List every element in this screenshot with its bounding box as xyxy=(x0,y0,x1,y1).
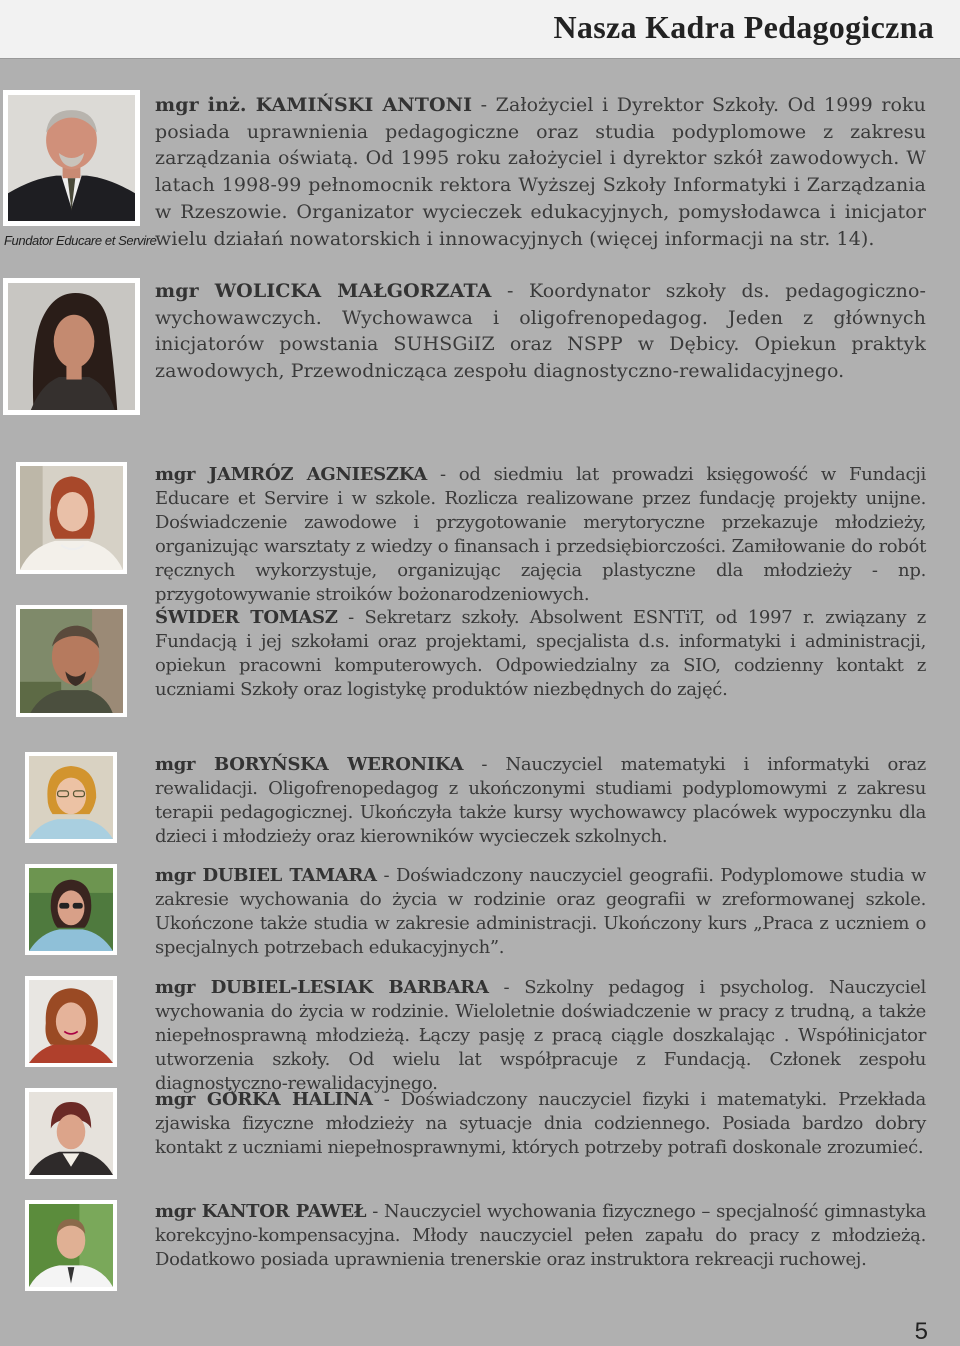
portrait-image xyxy=(29,756,113,839)
portrait-photo-borynska xyxy=(25,752,117,843)
portrait-image xyxy=(29,868,113,951)
staff-entry-wolicka xyxy=(155,278,926,385)
portrait-image xyxy=(20,466,123,570)
portrait-image xyxy=(8,95,135,221)
staff-entry-jamroz xyxy=(155,463,926,607)
portrait-image xyxy=(29,1092,113,1175)
staff-entry-borynska xyxy=(155,753,926,849)
staff-entry-dubiel-tamara xyxy=(155,864,926,960)
staff-description: - Koordynator szkoły ds. pedagogiczno-wychowawczych. Wychowawca i oligofrenopedagog. Jeden z głównych inicjatorów powstania SUHSGiIZ oraz NSPP w Dębicy. Opiekun praktyk zawodowych, Przewodnicząca zespołu diagnostyczno-rewalidacyjnego. xyxy=(155,280,926,383)
portrait-image xyxy=(29,980,113,1063)
staff-description: - Szkolny pedagog i psycholog. Nauczyciel wychowania do życia w rodzinie. Wieloletnie doświadczenie w pracy z trudną, a także niepełnosprawną młodzieżą. Łączy pasję z pracą ciągle doszkalając . Współinicjator utworzenia szkoły. Od wielu lat współpracuje z Fundacją. Członek zespołu diagnostyczno-rewalidacyjnego. xyxy=(155,977,926,1094)
portrait-photo-dubiel-lesiak xyxy=(25,976,117,1067)
staff-description: - Doświadczony nauczyciel geografii. Podyplomowe studia w zakresie wychowania do życia w rodzinie oraz geografii w zreformowanej szkole. Ukończone także studia w zakresie administracji. Ukończony kurs „Praca z uczniem o specjalnych potrzebach edukacyjnych”. xyxy=(155,865,926,958)
staff-name: mgr WOLICKA MAŁGORZATA xyxy=(155,280,492,302)
portrait-image xyxy=(29,1204,113,1287)
staff-entry-gorka xyxy=(155,1088,926,1160)
portrait-image xyxy=(20,609,123,713)
founder-caption: Fundator Educare et Servire xyxy=(4,233,157,248)
staff-description: - Nauczyciel wychowania fizycznego – specjalność gimnastyka korekcyjno-kompensacyjna. Młody nauczyciel pełen zapału do pracy z młodzieżą. Dodatkowo posiada uprawnienia trenerskie oraz instruktora rekreacji ruchowej. xyxy=(155,1201,927,1270)
portrait-photo-kantor xyxy=(25,1200,117,1291)
staff-description: - od siedmiu lat prowadzi księgowość w Fundacji Educare et Servire i w szkole. Rozlicza realizowane przez fundację projekty unijne. Doświadczenie zawodowe i przygotowanie merytoryczne przekazuje młodzieży, organizując warsztaty z wiedzy o finansach i przedsiębiorczości. Zamiłowanie do robót ręcznych wykorzystuje, organizując zajęcia plastyczne dla młodzieży - np. przygotowywanie stroików bożonarodzeniowych. xyxy=(155,464,926,605)
portrait-photo-wolicka xyxy=(3,278,140,415)
staff-name: mgr DUBIEL-LESIAK BARBARA xyxy=(155,977,489,998)
staff-name: ŚWIDER TOMASZ xyxy=(155,607,338,628)
portrait-photo-dubiel-tamara xyxy=(25,864,117,955)
staff-entry-dubiel-lesiak xyxy=(155,976,926,1096)
staff-entry-kantor xyxy=(155,1200,926,1272)
portrait-photo-jamroz xyxy=(16,462,127,574)
staff-entry-swider xyxy=(155,606,926,702)
staff-description: - Nauczyciel matematyki i informatyki oraz rewalidacji. Oligofrenopedagog z ukończonymi studiami podyplomowymi z zakresu terapii pedagogicznej. Ukończyła także kursy wychowawcy placówek wypoczynku dla dzieci i młodzieży oraz kierowników wycieczek szkolnych. xyxy=(155,754,926,847)
portrait-photo-kaminski xyxy=(3,90,140,226)
staff-entry-kaminski xyxy=(155,92,926,252)
staff-name: mgr DUBIEL TAMARA xyxy=(155,865,377,886)
page-number: 5 xyxy=(914,1318,928,1345)
staff-name: mgr KANTOR PAWEŁ xyxy=(155,1201,367,1222)
page-title: Nasza Kadra Pedagogiczna xyxy=(553,9,934,45)
staff-name: mgr BORYŃSKA WERONIKA xyxy=(155,754,464,775)
staff-description: - Sekretarz szkoły. Absolwent ESNTiT, od 1997 r. związany z Fundacją i jej szkołami oraz projektami, specjalista d.s. informatyki i administracji, opiekun pracowni komputerowych. Odpowiedzialny za SIO, codzienny kontakt z uczniami Szkoły oraz logistykę produktów niezbędnych do zajęć. xyxy=(155,607,926,700)
portrait-photo-swider xyxy=(16,605,127,717)
portrait-image xyxy=(8,283,135,410)
staff-description: - Założyciel i Dyrektor Szkoły. Od 1999 roku posiada uprawnienia pedagogiczne oraz studia podyplomowe z zakresu zarządzania oświatą. Od 1995 roku założyciel i dyrektor szkół zawodowych. W latach 1998-99 pełnomocnik rektora Wyższej Szkoły Informatyki i Zarządzania w Rzeszowie. Organizator wycieczek edukacyjnych, pomysłodawca i inicjator wielu działań nowatorskich i innowacyjnych (więcej informacji na str. 14). xyxy=(155,94,926,250)
staff-name: mgr GÓRKA HALINA xyxy=(155,1089,373,1110)
page-header xyxy=(0,0,960,59)
staff-name: mgr JAMRÓZ AGNIESZKA xyxy=(155,464,427,485)
staff-description: - Doświadczony nauczyciel fizyki i matematyki. Przekłada zjawiska fizyczne młodzieży na sytuacje dnia codziennego. Posiada bardzo dobry kontakt z uczniami niepełnosprawnymi, których potrzeby potrafi doskonale zrozumieć. xyxy=(155,1089,926,1158)
staff-name: mgr inż. KAMIŃSKI ANTONI xyxy=(155,94,473,116)
portrait-photo-gorka xyxy=(25,1088,117,1179)
